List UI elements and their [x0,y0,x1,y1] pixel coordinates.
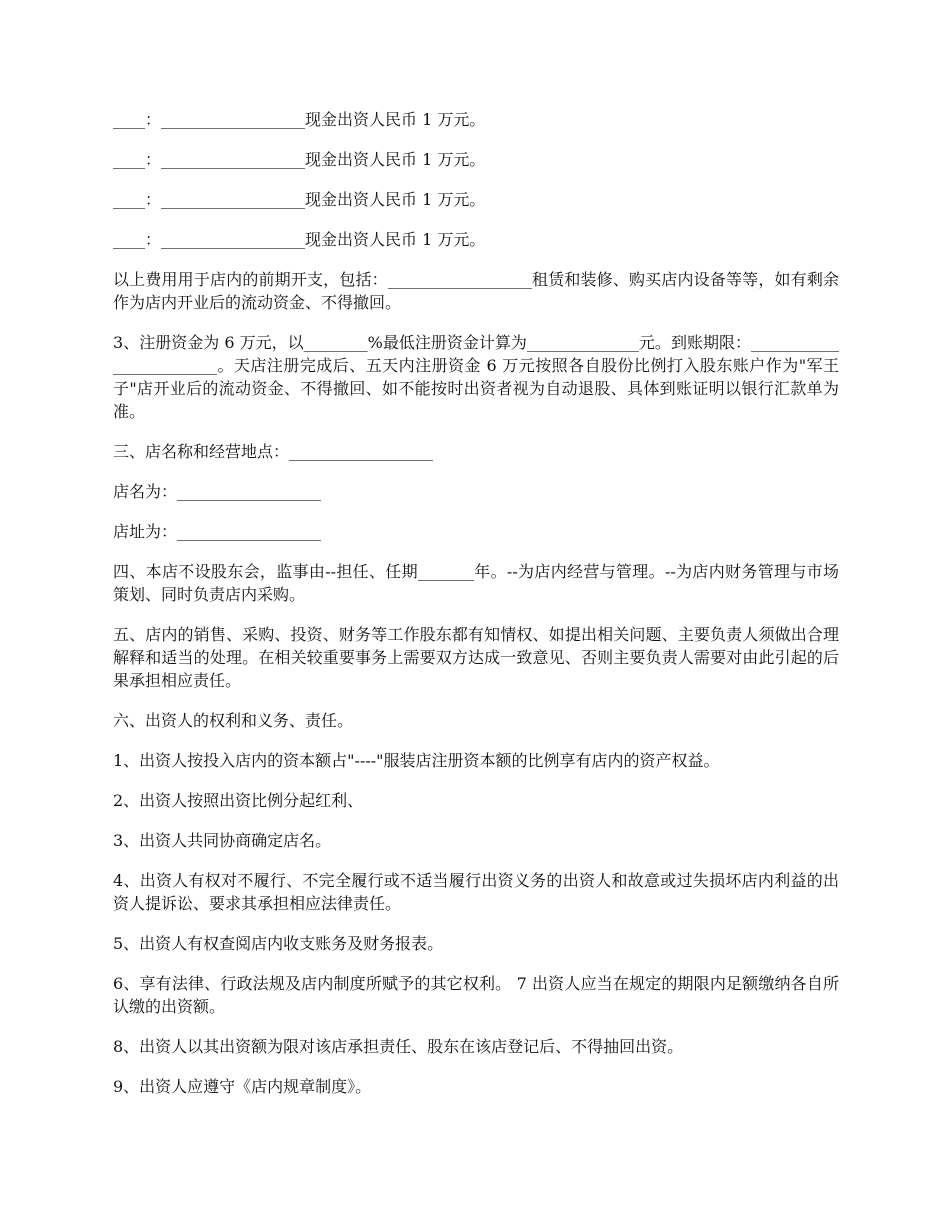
contribution-line-1: ____：__________________现金出资人民币 1 万元。 [113,110,486,129]
right-item-1: 1、出资人按投入店内的资本额占"----"服装店注册资本额的比例享有店内的资产权益。 [113,751,720,770]
expense-usage-paragraph: 以上费用用于店内的前期开支，包括：__________________租赁和装修、购买店内设备等等，如有剩余作为店内开业后的流动资金、不得撤回。 [113,270,839,312]
right-item-4: 4、出资人有权对不履行、不完全履行或不适当履行出资义务的出资人和故意或过失损坏店内利益的出资人提诉讼、要求其承担相应法律责任。 [113,871,839,913]
right-item-2: 2、出资人按照出资比例分起红利、 [113,791,364,810]
obligation-item-9: 9、出资人应遵守《店内规章制度》。 [113,1077,372,1096]
contribution-line-4: ____：__________________现金出资人民币 1 万元。 [113,230,486,249]
right-item-6-7: 6、享有法律、行政法规及店内制度所赋予的其它权利。 7 出资人应当在规定的期限内足额缴纳各自所认缴的出资额。 [113,974,839,1016]
obligation-item-8: 8、出资人以其出资额为限对该店承担责任、股东在该店登记后、不得抽回出资。 [113,1037,684,1056]
right-item-3: 3、出资人共同协商确定店名。 [113,831,332,850]
document-body [113,108,839,1115]
contribution-line-2: ____：__________________现金出资人民币 1 万元。 [113,150,486,169]
section-five-paragraph: 五、店内的销售、采购、投资、财务等工作股东都有知情权、如提出相关问题、主要负责人须做出合理解释和适当的处理。在相关较重要事务上需要双方达成一致意见、否则主要负责人需要对由此引起的后果承担相应责任。 [113,625,839,690]
store-name-line: 店名为：__________________ [113,482,322,501]
store-address-line: 店址为：__________________ [113,522,322,541]
registered-capital-paragraph: 3、注册资金为 6 万元，以________%最低注册资金计算为______________元。到账期限：________________________。天店注册完成后、五天内注册资金 6 万元按照各自股份比例打入股东账户作为"军王子"店开业后的流动资金、不得撤回、如不能按时出资者视为自动退股、具体到账证明以银行汇款单为准。 [113,333,839,421]
section-four-paragraph: 四、本店不设股东会，监事由--担任、任期_______年。--为店内经营与管理。--为店内财务管理与市场策划、同时负责店内采购。 [113,562,839,604]
section-three-heading: 三、店名称和经营地点：__________________ [113,442,434,461]
right-item-5: 5、出资人有权查阅店内收支账务及财务报表。 [113,934,444,953]
section-six-heading: 六、出资人的权利和义务、责任。 [113,711,354,730]
contribution-line-3: ____：__________________现金出资人民币 1 万元。 [113,190,486,209]
